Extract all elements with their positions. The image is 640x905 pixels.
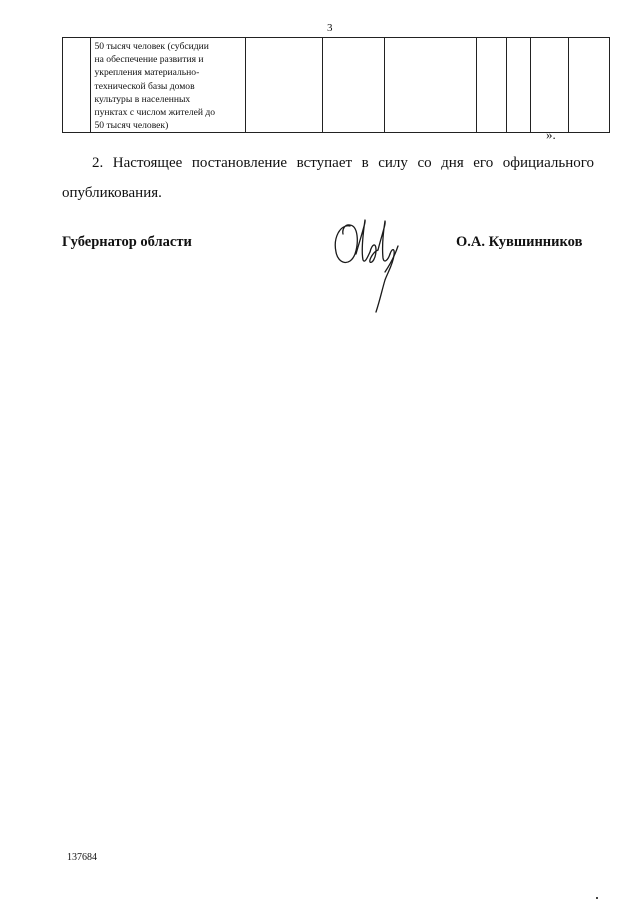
table-cell-empty — [569, 38, 610, 133]
description-line: на обеспечение развития и — [94, 54, 204, 66]
document-code: 137684 — [67, 852, 97, 863]
table-cell-empty — [246, 38, 322, 133]
handwritten-signature — [328, 212, 408, 316]
description-line: 50 тысяч человек (субсидии — [94, 41, 209, 52]
table-cell-number — [63, 38, 91, 133]
description-line: пунктах с числом жителей до — [94, 107, 216, 119]
description-line: культуры в населенных — [94, 93, 191, 105]
table-row — [63, 38, 610, 133]
table-cell-empty — [322, 38, 384, 133]
table-cell-empty — [384, 38, 476, 133]
closing-quote: ». — [546, 127, 556, 142]
description-line: 50 тысяч человек) — [94, 120, 169, 132]
table-cell-empty — [530, 38, 569, 133]
table-cell-empty — [476, 38, 507, 133]
signatory-name: О.А. Кувшинников — [456, 234, 583, 250]
table-cell-empty — [507, 38, 530, 133]
signature-position-title: Губернатор области — [62, 234, 192, 250]
scan-speck — [596, 897, 598, 899]
paragraph-2: 2. Настоящее постановление вступает в силу со дня его официального опубликования. — [62, 155, 594, 201]
description-line: технической базы домов — [94, 80, 195, 92]
page-number: 3 — [327, 22, 333, 34]
table-cell-description — [90, 38, 246, 133]
table-fragment — [62, 37, 610, 133]
description-line: укрепления материально- — [94, 67, 200, 79]
